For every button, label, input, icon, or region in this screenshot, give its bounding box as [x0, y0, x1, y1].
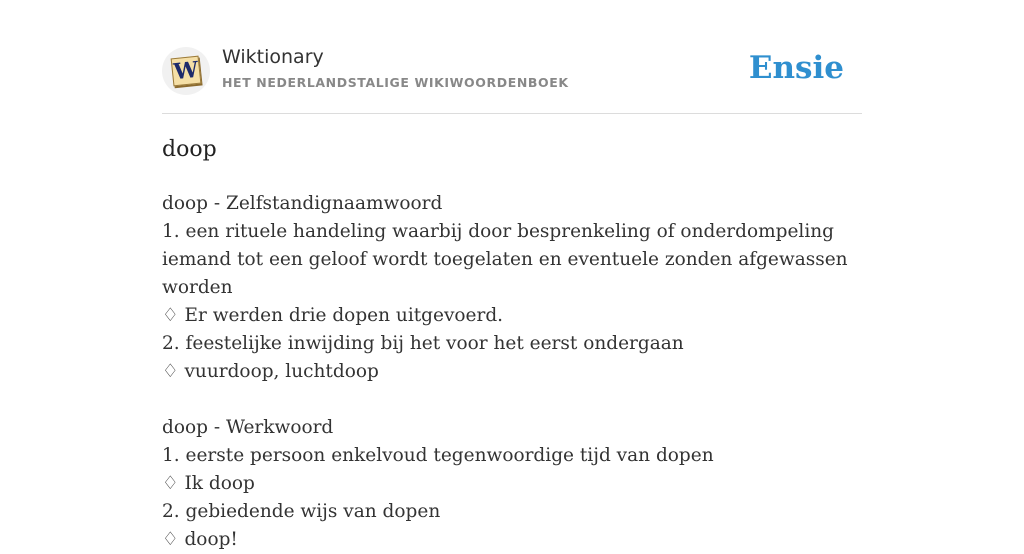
site-tagline: HET NEDERLANDSTALIGE WIKIWOORDENBOEK: [222, 75, 569, 90]
entry-heading-verb: doop - Werkwoord: [162, 417, 334, 438]
entry-spacer: [162, 386, 862, 414]
definition-line: 1. eerste persoon enkelvoud tegenwoordige tijd van dopen: [162, 445, 714, 466]
definition-line: 1. een rituele handeling waarbij door besprenkeling of onderdompeling iemand tot een geloof wordt toegelaten en eventuele zonden afgewassen worden: [162, 221, 848, 298]
example-line: ♢ vuurdoop, luchtdoop: [162, 361, 379, 382]
site-header: [162, 44, 862, 114]
definition-line: 2. feestelijke inwijding bij het voor het eerst ondergaan: [162, 333, 684, 354]
w-tile-icon: W: [172, 56, 200, 86]
site-name[interactable]: Wiktionary: [222, 46, 324, 68]
definition-line: 2. gebiedende wijs van dopen: [162, 501, 441, 522]
page-title: doop: [162, 137, 217, 162]
definition-content: [162, 190, 862, 554]
wiktionary-logo[interactable]: [162, 47, 210, 95]
ensie-brand-link[interactable]: Ensie: [748, 50, 844, 86]
example-line: ♢ Ik doop: [162, 473, 255, 494]
example-line: ♢ doop!: [162, 529, 238, 550]
entry-heading-noun: doop - Zelfstandignaamwoord: [162, 193, 443, 214]
example-line: ♢ Er werden drie dopen uitgevoerd.: [162, 305, 504, 326]
